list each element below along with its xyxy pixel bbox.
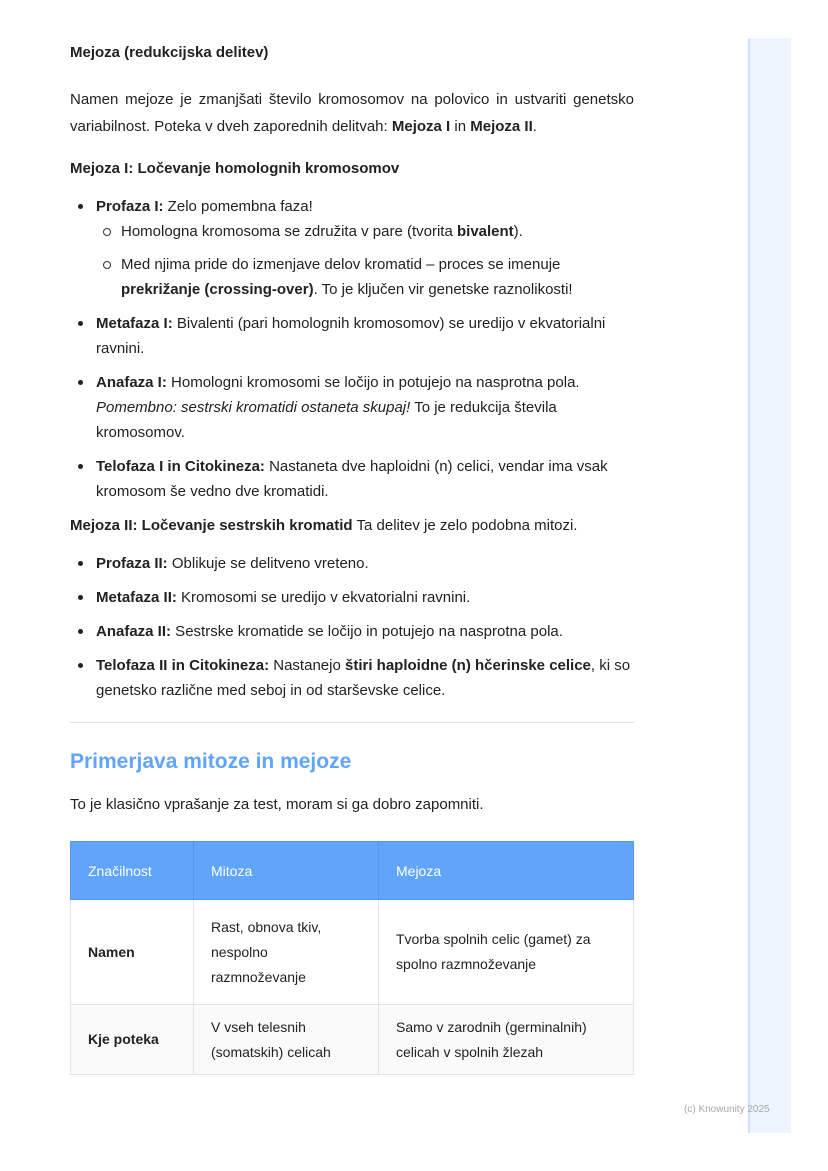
table-row bbox=[71, 1005, 634, 1075]
list-item-profaza-2: Profaza II: Oblikuje se delitveno vreteno. bbox=[70, 551, 634, 576]
table-header-row bbox=[71, 842, 634, 900]
meiosis-1-heading: Mejoza I: Ločevanje homolognih kromosomov bbox=[70, 160, 400, 177]
mejoza-1-term: Mejoza I bbox=[391, 118, 451, 135]
list-item-metafaza-2: Metafaza II: Kromosomi se uredijo v ekvatorialni ravnini. bbox=[70, 585, 634, 610]
list-item-profaza-1: Profaza I: Zelo pomembna faza! Homologna kromosoma se združita v pare (tvorita bivalent). Med njima pride do izmenjave delov kromatid – proces se imenuje prekrižanje (crossing-over). To je ključen vir genetske raznolikosti! bbox=[70, 194, 634, 302]
intro-paragraph: Namen mejoze je zmanjšati število kromosomov na polovico in ustvariti genetsko variabilnost. Poteka v dveh zaporednih delitvah: Mejoza I in Mejoza II. bbox=[70, 91, 634, 135]
meiosis-2-list bbox=[70, 551, 634, 703]
column-header: Mejoza bbox=[379, 842, 634, 900]
table-cell: Kje poteka bbox=[71, 1005, 194, 1075]
list-item-anafaza-2: Anafaza II: Sestrske kromatide se ločijo in potujejo na nasprotna pola. bbox=[70, 619, 634, 644]
table-cell: Tvorba spolnih celic (gamet) za spolno razmnoževanje bbox=[379, 900, 634, 1005]
comparison-table bbox=[70, 841, 634, 1075]
sublist-item: Med njima pride do izmenjave delov kromatid – proces se imenuje prekrižanje (crossing-over). To je ključen vir genetske raznolikosti! bbox=[96, 252, 634, 302]
table-cell: Namen bbox=[71, 900, 194, 1005]
mejoza-heading: Mejoza (redukcijska delitev) bbox=[70, 44, 269, 61]
table-cell: V vseh telesnih (somatskih) celicah bbox=[194, 1005, 379, 1075]
column-header: Mitoza bbox=[194, 842, 379, 900]
comparison-intro: To je klasično vprašanje za test, moram si ga dobro zapomniti. bbox=[70, 796, 484, 813]
watermark: (c) Knowunity 2025 bbox=[684, 1104, 770, 1115]
mejoza-2-term: Mejoza II bbox=[470, 118, 533, 135]
list-item-anafaza-1: Anafaza I: Homologni kromosomi se ločijo in potujejo na nasprotna pola. Pomembno: sestrski kromatidi ostaneta skupaj! To je redukcija števila kromosomov. bbox=[70, 370, 634, 445]
document-body bbox=[70, 40, 634, 1075]
table-row bbox=[71, 900, 634, 1005]
list-item-telofaza-2: Telofaza II in Citokineza: Nastanejo štiri haploidne (n) hčerinske celice, ki so genetsko različne med seboj in od starševske celice. bbox=[70, 653, 634, 703]
column-header: Značilnost bbox=[71, 842, 194, 900]
table-cell: Rast, obnova tkiv, nespolno razmnoževanje bbox=[194, 900, 379, 1005]
page-side-strip bbox=[748, 38, 791, 1133]
meiosis-2-heading: Mejoza II: Ločevanje sestrskih kromatid Ta delitev je zelo podobna mitozi. bbox=[70, 517, 578, 534]
list-item-telofaza-1: Telofaza I in Citokineza: Nastaneta dve haploidni (n) celici, vendar ima vsak kromosom še vedno dve kromatidi. bbox=[70, 454, 634, 504]
table-cell: Samo v zarodnih (germinalnih) celicah v spolnih žlezah bbox=[379, 1005, 634, 1075]
profaza-sublist bbox=[96, 219, 634, 302]
list-item-metafaza-1: Metafaza I: Bivalenti (pari homolognih kromosomov) se uredijo v ekvatorialni ravnini. bbox=[70, 311, 634, 361]
meiosis-1-list bbox=[70, 194, 634, 504]
page-bottom-margin bbox=[70, 1133, 750, 1171]
section-divider bbox=[70, 722, 634, 723]
sublist-item: Homologna kromosoma se združita v pare (tvorita bivalent). bbox=[96, 219, 634, 244]
comparison-heading: Primerjava mitoze in mejoze bbox=[70, 750, 352, 773]
